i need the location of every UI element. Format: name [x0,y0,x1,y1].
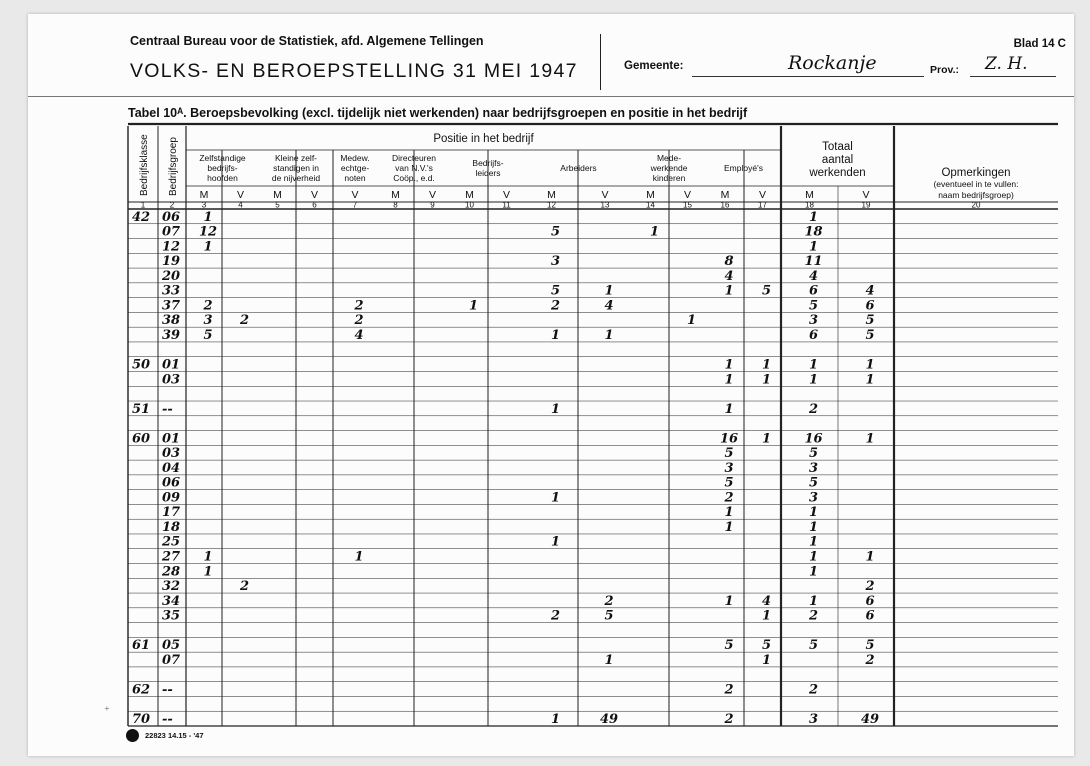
count-cell-col-16: 2 [724,712,734,727]
bedrijfsgroep-value: 28 [162,564,181,580]
count-cell-col-3: 1 [203,549,213,565]
bedrijfsgroep-value: 04 [162,460,181,476]
group-header-9: werkenden [809,167,866,179]
group-header-3: Medew. [340,153,370,163]
count-cell-col-17: 1 [761,372,772,388]
sub-v-label: V [601,189,609,201]
count-cell-col-17: 1 [761,431,772,447]
bedrijfsklasse-value: 70 [132,712,151,727]
bedrijfsgroep-value: 09 [162,490,181,506]
count-cell-col-12: 1 [550,712,561,727]
count-cell-col-16: 5 [724,475,734,491]
print-code: 22823 14.15 - '47 [145,731,204,740]
column-number: 11 [502,200,511,210]
sub-m-label: M [547,189,556,201]
column-number: 14 [646,200,655,210]
count-cell-col-18: 16 [804,431,823,447]
group-header-1: Zelfstandige [199,153,246,163]
group-header-8: Employé's [724,163,763,173]
bedrijfsgroep-value: -- [162,401,173,417]
count-cell-col-18: 6 [808,327,819,343]
province-label: Prov.: [930,64,959,76]
group-header-1: bedrijfs- [207,163,238,173]
count-cell-col-16: 1 [724,372,734,388]
count-cell-col-18: 2 [808,682,819,698]
count-cell-col-18: 5 [808,298,819,314]
province-value: Z. H. [985,54,1028,74]
sub-v-label: V [310,189,319,201]
count-cell-col-18: 3 [808,490,819,506]
sub-m-label: M [720,189,730,201]
count-cell-col-18: 11 [804,254,823,270]
sub-m-label: M [465,189,474,201]
sub-v-label: V [683,189,692,201]
column-number: 13 [600,200,610,210]
column-number: 10 [465,200,474,210]
count-cell-col-13: 5 [604,608,614,624]
count-cell-col-18: 3 [808,460,819,476]
count-cell-col-18: 3 [808,313,819,329]
count-cell-col-16: 16 [719,431,739,447]
bedrijfsgroep-value: 38 [162,313,181,329]
count-cell-col-7: 4 [354,327,364,343]
count-cell-col-16: 2 [724,682,734,698]
remarks-header: Opmerkingen [941,167,1011,179]
census-form-sheet [28,14,1074,756]
group-header-2: de nijverheid [271,173,321,183]
group-header-4: Coöp., e.d. [393,173,435,183]
group-header-9: Totaal [822,141,853,153]
count-cell-col-17: 1 [761,608,772,624]
count-cell-col-4: 2 [239,579,250,595]
printer-seal-icon [126,729,139,742]
bedrijfsgroep-value: 39 [162,327,181,343]
bedrijfsgroep-value: 18 [162,519,181,535]
count-cell-col-19: 2 [865,652,875,668]
municipality-value: Rockanje [788,52,877,74]
count-cell-col-18: 1 [808,549,819,565]
group-header-3: echtge- [340,163,370,173]
group-header-2: standigen in [273,163,319,173]
count-cell-col-16: 5 [724,446,734,462]
count-cell-col-12: 1 [550,327,561,343]
count-cell-col-18: 2 [808,608,819,624]
count-cell-col-19: 6 [865,608,875,624]
count-cell-col-12: 1 [550,490,561,506]
count-cell-col-10: 1 [468,298,479,314]
count-cell-col-3: 1 [203,239,213,255]
bedrijfsgroep-header: Bedrijfsgroep [168,137,179,196]
count-cell-col-16: 1 [724,401,734,417]
column-number: 17 [758,200,767,210]
sub-v-label: V [758,189,767,201]
count-cell-col-13: 2 [604,593,614,609]
bedrijfsgroep-value: 33 [162,283,181,299]
bedrijfsgroep-value: 20 [162,268,181,284]
count-cell-col-18: 5 [808,638,819,654]
count-cell-col-3: 5 [203,327,213,343]
bedrijfsklasse-value: 42 [132,209,151,225]
remarks-header: (eventueel in te vullen: [933,179,1019,189]
count-cell-col-3: 2 [203,298,213,314]
group-header-3: noten [344,173,366,183]
column-number: 19 [861,200,871,210]
count-cell-col-3: 1 [203,209,213,225]
count-cell-col-16: 1 [724,283,734,299]
bedrijfsgroep-value: 07 [162,224,181,240]
count-cell-col-18: 1 [808,239,819,255]
count-cell-col-17: 1 [761,357,772,373]
sub-v-label: V [862,189,870,201]
bedrijfsklasse-value: 62 [132,682,151,698]
count-cell-col-19: 1 [865,357,875,373]
group-header-4: van N.V.'s [395,163,433,173]
bedrijfsgroep-value: 34 [162,593,181,609]
group-header-7: kinderen [652,173,686,183]
count-cell-col-19: 6 [865,593,875,609]
count-cell-col-17: 1 [761,652,772,668]
municipality-label: Gemeente: [624,60,684,72]
count-cell-col-12: 5 [550,283,561,299]
bedrijfsklasse-value: 61 [132,638,151,654]
count-cell-col-16: 5 [724,638,734,654]
group-header-9: aantal [821,154,854,166]
bedrijfsklasse-value: 50 [132,357,151,373]
sub-v-label: V [502,189,511,201]
count-cell-col-16: 1 [724,593,734,609]
count-cell-col-19: 4 [865,283,875,299]
count-cell-col-13: 1 [604,652,614,668]
sub-m-label: M [273,189,282,201]
count-cell-col-13: 1 [604,327,614,343]
group-header-2: Kleine zelf- [274,153,318,163]
bedrijfsgroep-value: 12 [162,239,181,255]
group-header-7: Mede- [656,153,682,163]
sub-m-label: M [199,189,209,201]
count-cell-col-18: 2 [808,401,819,417]
count-cell-col-18: 3 [808,712,819,727]
bedrijfsgroep-value: 07 [162,652,181,668]
bedrijfsgroep-value: 01 [162,357,181,373]
bedrijfsgroep-value: 37 [162,298,181,314]
sheet-number: Blad 14 C [1013,38,1066,50]
count-cell-col-12: 2 [550,298,561,314]
column-number: 16 [720,200,730,210]
count-cell-col-19: 5 [865,327,875,343]
bedrijfsgroep-value: 06 [162,209,181,225]
column-number: 7 [352,200,358,210]
count-cell-col-19: 1 [865,549,875,565]
bedrijfsgroep-value: 32 [162,579,181,595]
column-number: 9 [430,200,435,210]
column-number: 15 [683,200,692,210]
column-number: 2 [169,200,175,210]
count-cell-col-18: 1 [808,505,819,521]
sub-m-label: M [391,189,400,201]
bedrijfsgroep-value: 03 [162,446,181,462]
count-cell-col-18: 1 [808,372,819,388]
count-cell-col-16: 4 [724,268,734,284]
count-cell-col-7: 2 [354,313,364,329]
count-cell-col-18: 1 [808,564,819,580]
bedrijfsgroep-value: 06 [162,475,181,491]
count-cell-col-18: 5 [808,475,819,491]
column-number: 12 [547,200,556,210]
count-cell-col-3: 1 [203,564,213,580]
sub-m-label: M [805,189,814,201]
group-header-7: werkende [650,163,688,173]
count-cell-col-14: 1 [649,224,660,240]
count-cell-col-19: 5 [865,313,875,329]
count-cell-col-18: 1 [808,593,819,609]
group-header-1: hoofden [207,173,238,183]
count-cell-col-16: 1 [724,505,734,521]
count-cell-col-17: 5 [761,638,772,654]
count-cell-col-19: 49 [860,712,880,727]
bedrijfsgroep-value: 27 [162,549,181,565]
count-cell-col-12: 1 [550,534,561,550]
column-number: 3 [201,200,207,210]
bedrijfsgroep-value: -- [162,682,173,698]
count-cell-col-19: 6 [865,298,875,314]
count-cell-col-13: 1 [604,283,614,299]
count-cell-col-19: 2 [865,579,875,595]
column-number: 1 [140,200,146,210]
column-number: 20 [971,200,981,210]
bedrijfsgroep-value: 01 [162,431,181,447]
count-cell-col-12: 1 [550,401,561,417]
count-cell-col-18: 1 [808,209,819,225]
form-title: VOLKS- EN BEROEPSTELLING 31 MEI 1947 [130,60,578,82]
bedrijfsgroep-value: 03 [162,372,181,388]
count-cell-col-19: 1 [865,372,875,388]
bedrijfsgroep-value: 17 [162,505,181,521]
count-cell-col-13: 49 [599,712,619,727]
bedrijfsklasse-header: Bedrijfsklasse [139,134,150,196]
count-cell-col-16: 1 [724,357,734,373]
count-cell-col-4: 2 [239,313,250,329]
count-cell-col-18: 4 [808,268,819,284]
count-cell-col-16: 1 [724,519,734,535]
count-cell-col-15: 1 [686,313,697,329]
count-cell-col-18: 6 [808,283,819,299]
count-cell-col-7: 2 [354,298,364,314]
count-cell-col-18: 1 [808,519,819,535]
count-cell-col-13: 4 [604,298,614,314]
count-cell-col-12: 5 [550,224,561,240]
count-cell-col-17: 4 [761,593,772,609]
count-cell-col-12: 3 [550,254,561,270]
group-header-6: Arbeiders [560,163,597,173]
count-cell-col-18: 5 [808,446,819,462]
bedrijfsklasse-value: 51 [132,401,151,417]
count-cell-col-19: 5 [865,638,875,654]
bedrijfsgroep-value: -- [162,712,173,727]
count-cell-col-16: 2 [724,490,734,506]
column-number: 6 [312,200,317,210]
positie-header: Positie in het bedrijf [433,133,534,145]
sub-m-label: M [646,189,655,201]
count-cell-col-16: 8 [724,254,734,270]
count-cell-col-17: 5 [761,283,772,299]
table-caption: Tabel 10ᴬ. Beroepsbevolking (excl. tijdelijk niet werkenden) naar bedrijfsgroepen en positie in het bedrijf [128,106,748,120]
count-cell-col-18: 18 [804,224,823,240]
count-cell-col-18: 1 [808,357,819,373]
sub-v-label: V [236,189,245,201]
count-cell-col-3: 3 [203,313,213,329]
count-cell-col-12: 2 [550,608,561,624]
column-number: 5 [275,200,280,210]
group-header-5: leiders [475,168,501,178]
bedrijfsgroep-value: 19 [162,254,181,270]
bedrijfsgroep-value: 05 [162,638,181,654]
count-cell-col-3: 12 [198,224,218,240]
census-table [28,14,1074,756]
count-cell-col-7: 1 [354,549,364,565]
ink-mark: ⁺ [104,705,110,717]
remarks-header: naam bedrijfsgroep) [938,190,1014,200]
bedrijfsgroep-value: 25 [162,534,181,550]
group-header-5: Bedrijfs- [472,158,504,168]
sub-v-label: V [351,189,359,201]
sub-v-label: V [428,189,437,201]
column-number: 18 [805,200,814,210]
count-cell-col-18: 1 [808,534,819,550]
organization-name: Centraal Bureau voor de Statistiek, afd. Algemene Tellingen [130,34,484,48]
count-cell-col-16: 3 [724,460,734,476]
group-header-4: Directeuren [392,153,436,163]
count-cell-col-19: 1 [865,431,875,447]
column-number: 8 [393,200,398,210]
bedrijfsklasse-value: 60 [132,431,151,447]
column-number: 4 [238,200,243,210]
bedrijfsgroep-value: 35 [162,608,181,624]
